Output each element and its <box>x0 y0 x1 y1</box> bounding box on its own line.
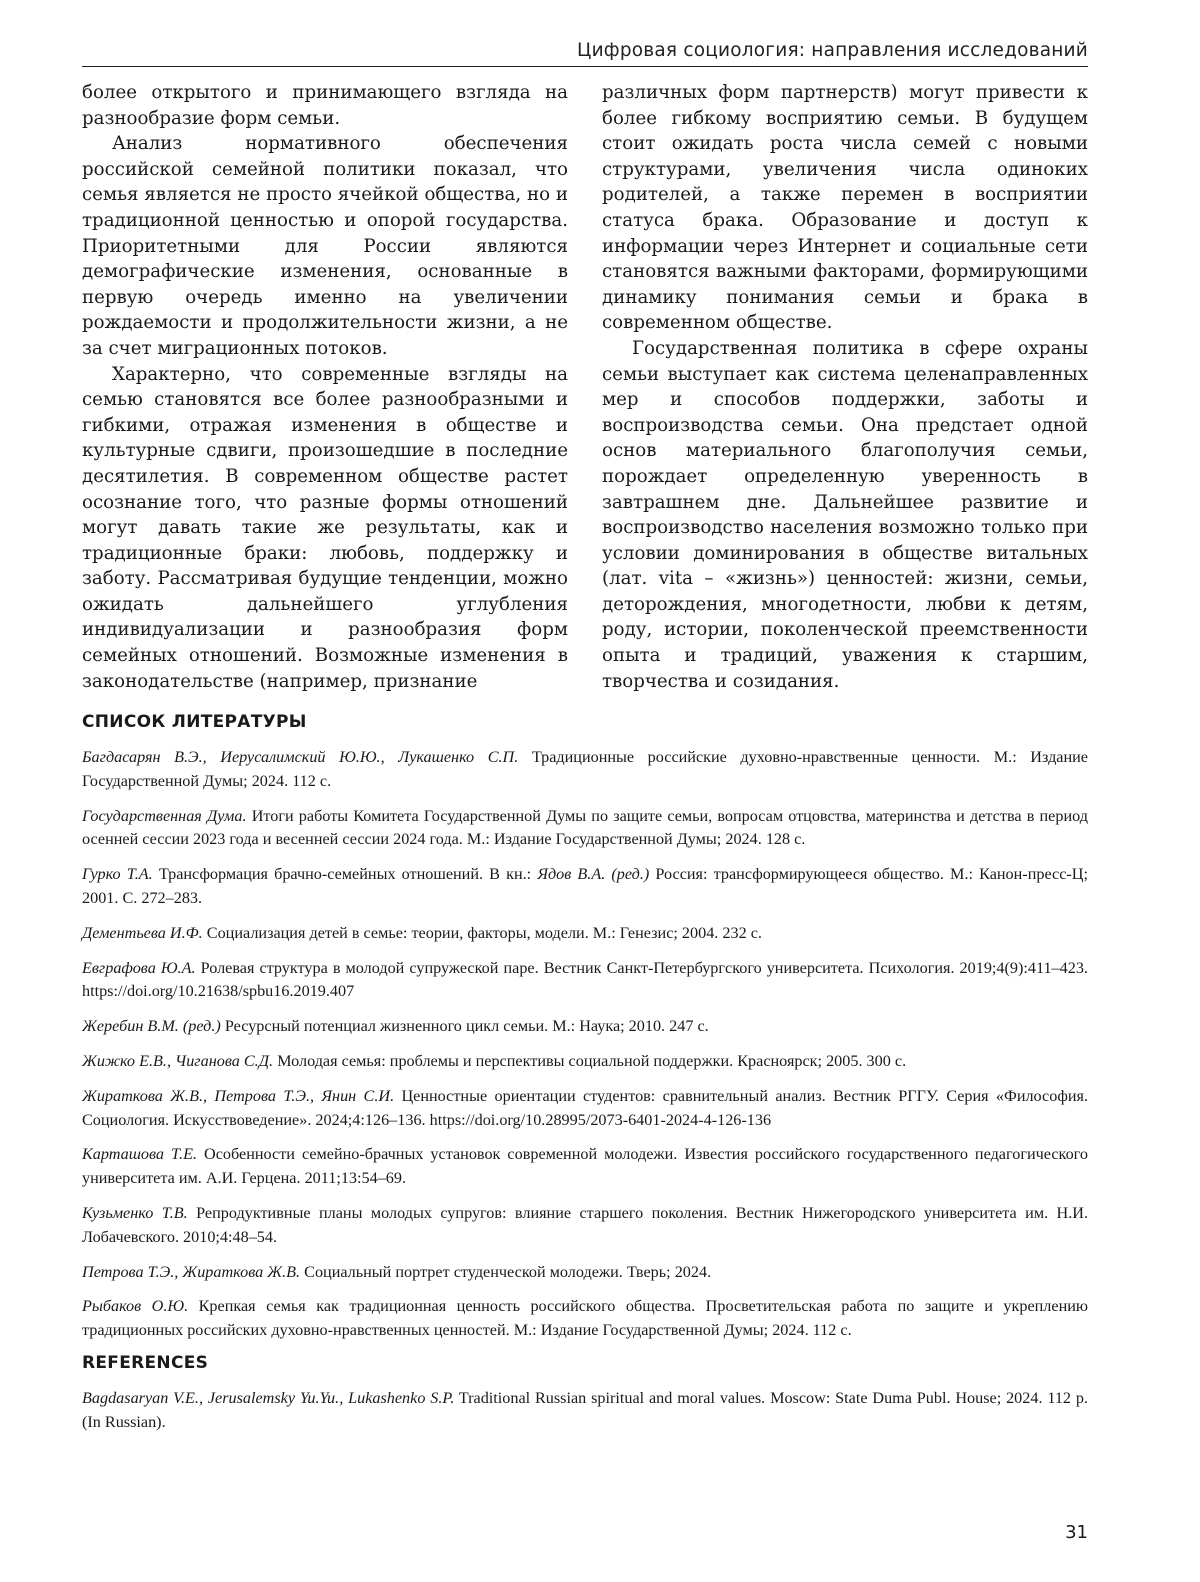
right-column <box>602 80 1088 694</box>
reference-text: Репродуктивные планы молодых супругов: влияние старшего поколения. Вестник Нижегородского университета им. Н.И. Лобачевского. 2010;4:48–54. <box>82 1203 1089 1246</box>
reference-item <box>82 1015 1088 1039</box>
left-column <box>82 80 568 694</box>
reference-text: Итоги работы Комитета Государственной Думы по защите семьи, вопросам отцовства, материнства и детства в период осенней сессии 2023 года и весенней сессии 2024 года. М.: Издание Государственной Думы; 2024. 128 с. <box>82 806 1088 849</box>
reference-authors: Дементьева И.Ф. <box>82 923 203 942</box>
paragraph: различных форм партнерств) могут привести к более гибкому восприятию семьи. В будущем стоит ожидать роста числа семей с новыми структурами, увеличения числа одиноких родителей, а также перемен в восприятии статуса брака. Образование и доступ к информации через Интернет и социальные сети становятся важными факторами, формирующими динамику понимания семьи и брака в современном обществе. <box>602 82 1088 334</box>
reference-item <box>82 1387 1088 1435</box>
reference-text: Ценностные ориентации студентов: сравнительный анализ. Вестник РГГУ. Серия «Философия. Социология. Искусствоведение». 2024;4:126–136. https://doi.org/10.28995/2073-6401-2024-4-126-136 <box>82 1086 1088 1129</box>
page-number: 31 <box>1065 1522 1088 1543</box>
reference-authors: Жижко Е.В., Чиганова С.Д. <box>82 1051 274 1070</box>
section-heading: REFERENCES <box>82 1353 209 1373</box>
reference-item <box>82 1295 1088 1343</box>
reference-item <box>82 1143 1088 1191</box>
reference-item <box>82 863 1088 911</box>
running-header-title: Цифровая социология: направления исследований <box>577 40 1088 61</box>
reference-authors: Петрова Т.Э., Жираткова Ж.В. <box>82 1262 301 1281</box>
body-text <box>82 80 1088 694</box>
reference-text: Молодая семья: проблемы и перспективы социальной поддержки. Красноярск; 2005. 300 с. <box>273 1051 907 1070</box>
reference-authors: Bagdasaryan V.E., Jerusalemsky Yu.Yu., Lukashenko S.P. <box>82 1389 455 1407</box>
reference-text: Ролевая структура в молодой супружеской паре. Вестник Санкт-Петербургского университета. Психология. 2019;4(9):411–423. https://doi.org/10.21638/spbu16.2019.407 <box>82 958 1088 1001</box>
section-heading: СПИСОК ЛИТЕРАТУРЫ <box>82 712 307 732</box>
reference-authors: Государственная Дума. <box>82 806 247 825</box>
reference-text: Крепкая семья как традиционная ценность российского общества. Просветительская работа по защите и укреплению традиционных российских духовно-нравственных ценностей. М.: Издание Государственной Думы; 2024. 112 с. <box>82 1297 1088 1340</box>
reference-item <box>82 1050 1088 1074</box>
paragraph: Анализ нормативного обеспечения российской семейной политики показал, что семья является не просто ячейкой общества, но и традиционной ценностью и опорой государства. Приоритетными для России являются демографические изменения, основанные в первую очередь именно на увеличении рождаемости и продолжительности жизни, а не за счет миграционных потоков. <box>82 133 568 359</box>
reference-authors: Гурко Т.А. <box>82 865 153 884</box>
running-header <box>82 40 1088 67</box>
reference-editor: Ядов В.А. (ред.) <box>537 865 650 884</box>
reference-text: Особенности семейно-брачных установок современной молодежи. Известия российского государственного педагогического университета им. А.И. Герцена. 2011;13:54–69. <box>82 1145 1088 1188</box>
reference-authors: Кузьменко Т.В. <box>82 1203 188 1222</box>
paragraph: более открытого и принимающего взгляда на разнообразие форм семьи. <box>82 82 568 129</box>
reference-authors: Евграфова Ю.А. <box>82 958 196 977</box>
paragraph: Характерно, что современные взгляды на семью становятся все более разнообразными и гибкими, отражая изменения в обществе и культурные сдвиги, произошедшие в последние десятилетия. В современном обществе растет осознание того, что разные формы отношений могут давать такие же результаты, как и традиционные браки: любовь, поддержку и заботу. Рассматривая будущие тенденции, можно ожидать дальнейшего углубления индивидуализации и разнообразия форм семейных отношений. Возможные изменения в законодательстве (например, признание <box>82 363 568 692</box>
reference-text: Социальный портрет студенческой молодежи. Тверь; 2024. <box>300 1262 712 1281</box>
reference-authors: Жираткова Ж.В., Петрова Т.Э., Янин С.И. <box>82 1086 395 1105</box>
reference-authors: Карташова Т.Е. <box>82 1145 198 1164</box>
reference-text: Ресурсный потенциал жизненного цикл семьи. М.: Наука; 2010. 247 с. <box>220 1017 709 1036</box>
reference-item <box>82 1085 1088 1133</box>
reference-text: Россия: трансформирующееся общество. М.: Канон-пресс-Ц; 2001. С. 272–283. <box>82 865 1088 907</box>
reference-item <box>82 1202 1088 1250</box>
reference-authors: Багдасарян В.Э., Иерусалимский Ю.Ю., Лукашенко С.П. <box>82 748 519 766</box>
reference-item <box>82 957 1088 1005</box>
reference-text: Социализация детей в семье: теории, факторы, модели. М.: Генезис; 2004. 232 с. <box>202 923 762 942</box>
reference-authors: Жеребин В.М. (ред.) <box>82 1017 221 1036</box>
reference-item <box>82 805 1088 853</box>
references-en-section <box>82 1353 1088 1446</box>
reference-text: Трансформация брачно-семейных отношений. В кн.: <box>152 865 538 884</box>
reference-text: Traditional Russian spiritual and moral values. Moscow: State Duma Publ. House; 2024. 112 p. (In Russian). <box>82 1389 1088 1431</box>
reference-text: Традиционные российские духовно-нравственные ценности. М.: Издание Государственной Думы; 2024. 112 с. <box>82 748 1088 790</box>
reference-authors: Рыбаков О.Ю. <box>82 1297 189 1316</box>
paragraph: Государственная политика в сфере охраны семьи выступает как система целенаправленных мер и способов поддержки, заботы и воспроизводства семьи. Она предстает одной основ материального благополучия семьи, порождает определенную уверенность в завтрашнем дне. Дальнейшее развитие и воспроизводство населения возможно только при условии доминирования в обществе витальных (лат. vita – «жизнь») ценностей: жизни, семьи, деторождения, многодетности, любви к детям, роду, истории, поколенческой преемственности опыта и традиций, уважения к старшим, творчества и созидания. <box>602 337 1088 692</box>
reference-item <box>82 922 1088 946</box>
reference-item <box>82 1261 1088 1285</box>
reference-item <box>82 746 1088 794</box>
references-ru-section <box>82 712 1088 1354</box>
